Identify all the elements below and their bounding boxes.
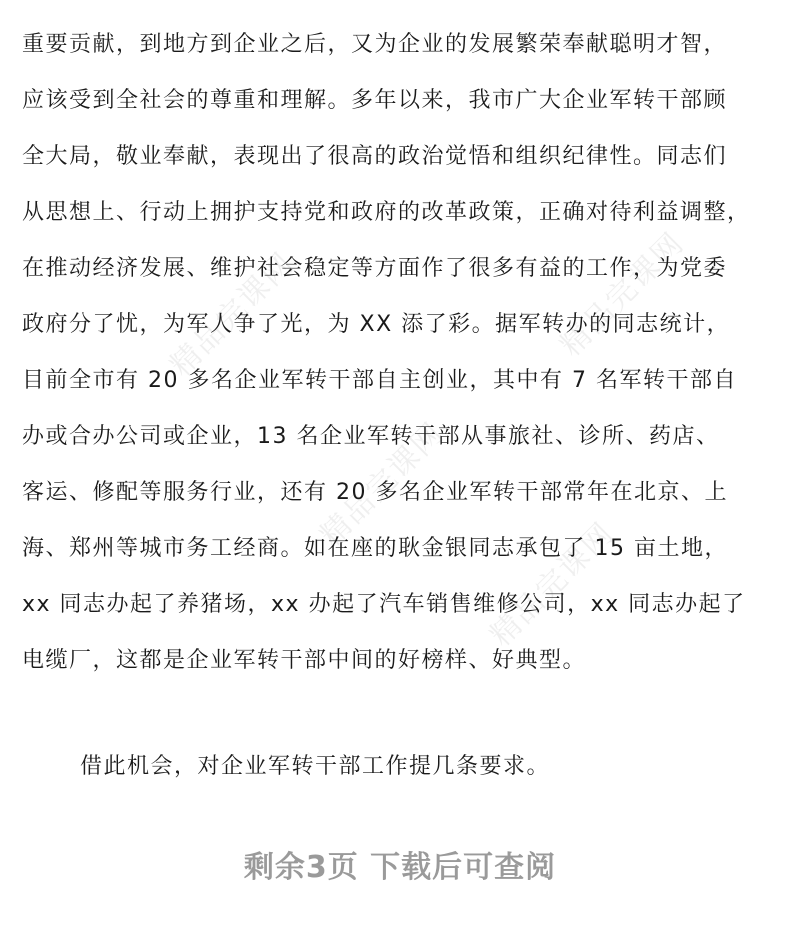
text-line: 电缆厂，这都是企业军转干部中间的好榜样、好典型。 (22, 648, 587, 673)
text-line: 客运、修配等服务行业，还有 20 多名企业军转干部常年在北京、上 (22, 480, 728, 505)
text-line: xx 同志办起了养猪场，xx 办起了汽车销售维修公司，xx 同志办起了 (22, 592, 746, 617)
watermark: 精品完课网 (313, 415, 452, 554)
text-line: 在推动经济发展、维护社会稳定等方面作了很多有益的工作，为党委 (22, 256, 728, 281)
text-line: 重要贡献，到地方到企业之后，又为企业的发展繁荣奉献聪明才智， (22, 32, 728, 57)
text-line: 办或合办公司或企业，13 名企业军转干部从事旅社、诊所、药店、 (22, 424, 720, 449)
watermark: 精品完课网 (163, 245, 302, 384)
paragraph-request: 借此机会，对企业军转干部工作提几条要求。 (80, 754, 551, 779)
text-line: 从思想上、行动上拥护支持党和政府的改革政策，正确对待利益调整， (22, 200, 751, 225)
text-line: 全大局，敬业奉献，表现出了很高的政治觉悟和组织纪律性。同志们 (22, 144, 728, 169)
remaining-pages-notice[interactable]: 剩余3页 下载后可查阅 (243, 850, 557, 885)
text-line: 应该受到全社会的尊重和理解。多年以来，我市广大企业军转干部顾 (22, 88, 728, 113)
watermark: 精品完课网 (553, 225, 692, 364)
text-line: 目前全市有 20 多名企业军转干部自主创业，其中有 7 名军转干部自 (22, 368, 737, 393)
watermark: 精品完课网 (483, 515, 622, 654)
text-line: 政府分了忧，为军人争了光，为 XX 添了彩。据军转办的同志统计， (22, 312, 731, 337)
text-line: 海、郑州等城市务工经商。如在座的耿金银同志承包了 15 亩土地， (22, 536, 728, 561)
